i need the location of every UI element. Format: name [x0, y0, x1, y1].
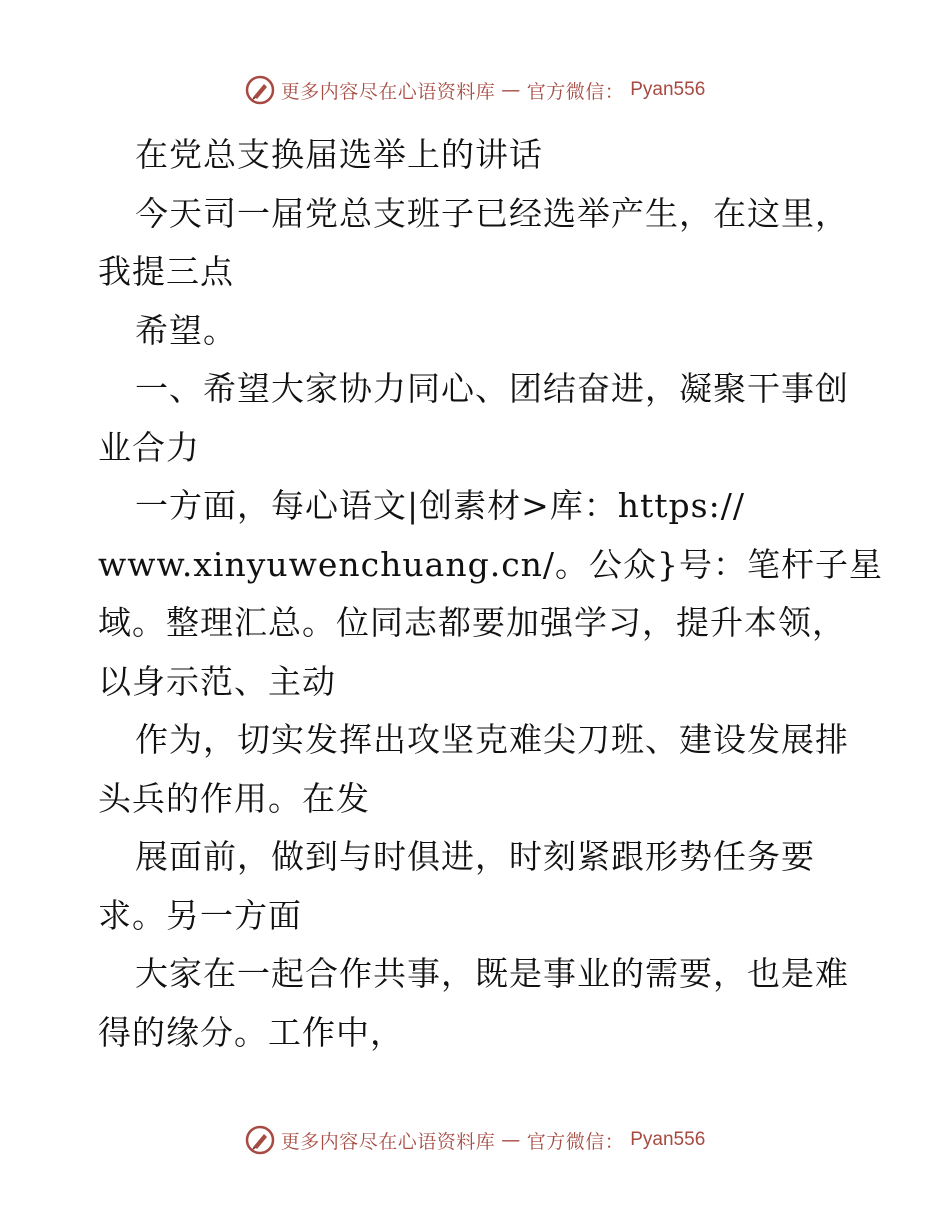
- footer-wechat-label: 官方微信：: [526, 1130, 625, 1153]
- paragraph-line: www.xinyuwenchuang.cn/。公众}号：笔杆子星: [98, 544, 884, 584]
- footer-banner-text: 更多内容尽在心语资料库: [280, 1130, 496, 1153]
- header-banner-text: 更多内容尽在心语资料库: [280, 80, 496, 103]
- paragraph-line: 希望。: [135, 310, 237, 350]
- paragraph-line: 业合力: [98, 427, 200, 467]
- paragraph-line: 得的缘分。工作中，: [98, 1012, 404, 1052]
- header-banner-separator: —: [501, 79, 521, 101]
- paragraph-line: 作为，切实发挥出攻坚克难尖刀班、建设发展排: [135, 720, 849, 759]
- paragraph-line: 展面前，做到与时俱进，时刻紧跟形势任务要: [135, 837, 815, 876]
- footer-banner: [0, 1120, 950, 1160]
- paragraph-line: 一方面，每心语文|创素材>库：https://: [135, 486, 745, 525]
- document-body: [98, 126, 884, 1062]
- pen-logo-icon: [245, 1125, 275, 1155]
- section-heading: 一、希望大家协力同心、团结奋进，凝聚干事创: [135, 369, 849, 408]
- header-wechat-id: Pyan556: [630, 79, 706, 100]
- paragraph-line: 大家在一起合作共事，既是事业的需要，也是难: [135, 954, 849, 993]
- header-wechat-label: 官方微信：: [526, 80, 625, 103]
- pen-logo-icon: [245, 75, 275, 105]
- paragraph-line: 求。另一方面: [98, 895, 302, 935]
- paragraph-line: 头兵的作用。在发: [98, 778, 370, 818]
- footer-wechat-id: Pyan556: [630, 1129, 706, 1150]
- paragraph-line: 域。整理汇总。位同志都要加强学习，提升本领，: [98, 603, 846, 642]
- paragraph-line: 我提三点: [98, 252, 234, 291]
- paragraph-line: 以身示范、主动: [98, 661, 336, 701]
- document-title: 在党总支换届选举上的讲话: [135, 135, 543, 174]
- footer-banner-separator: —: [501, 1129, 521, 1151]
- paragraph-line: 今天司一届党总支班子已经选举产生，在这里，: [135, 193, 849, 233]
- header-banner: [0, 70, 950, 110]
